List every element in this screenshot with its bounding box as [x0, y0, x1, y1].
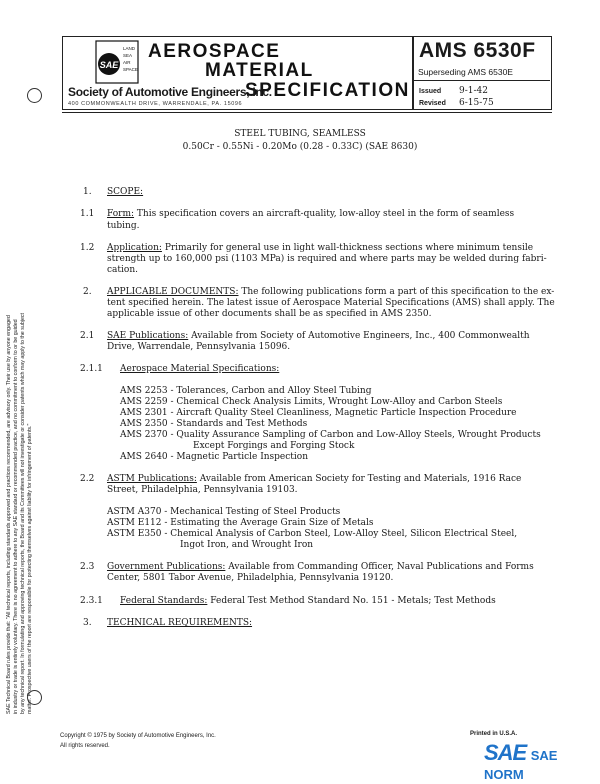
section-2-1-1-number: 2.1.1	[80, 364, 103, 374]
ams-item-5: AMS 2370 - Quality Assurance Sampling of Carbon and Low-Alloy Steels, Wrought Products	[120, 430, 541, 440]
copyright-text: Copyright © 1975 by Society of Automotive Engineers, Inc.	[60, 733, 216, 739]
section-2-3-text1: Available from Commanding Officer, Naval Publications and Forms	[228, 562, 534, 572]
section-2-heading: APPLICABLE DOCUMENTS:	[107, 287, 239, 297]
section-2-1-1-label: Aerospace Material Specifications:	[120, 364, 280, 374]
section-2-line2: tent specified herein. The latest issue of Aerospace Material Specifications (AMS) shall apply. The	[107, 298, 555, 308]
section-2-1-line1	[107, 331, 530, 343]
section-3-heading: TECHNICAL REQUIREMENTS:	[107, 618, 253, 628]
section-2-3-1-line	[120, 596, 496, 608]
logo-letters: SAE	[99, 60, 119, 70]
astm-item-1: ASTM A370 - Mechanical Testing of Steel Products	[107, 507, 341, 517]
issued-label: Issued	[419, 88, 442, 95]
section-2-2-number: 2.2	[80, 474, 95, 484]
astm-item-3: ASTM E350 - Chemical Analysis of Carbon Steel, Low-Alloy Steel, Silicon Electrical Steel,	[107, 529, 518, 539]
ams-number: AMS 6530F	[419, 39, 536, 62]
section-2-2-line1	[107, 474, 521, 486]
punch-hole-bottom	[27, 690, 42, 705]
ams-item-4: AMS 2350 - Standards and Test Methods	[120, 419, 308, 429]
section-2-3-line1	[107, 562, 534, 574]
superseding-note: Superseding AMS 6530E	[418, 67, 513, 77]
section-2-number: 2.	[83, 287, 92, 297]
section-2-1-text1: Available from Society of Automotive Engineers, Inc., 400 Commonwealth	[191, 331, 530, 341]
section-2-1-line2: Drive, Warrendale, Pennsylvania 15096.	[107, 342, 291, 352]
section-2-3-line2: Center, 5801 Tabor Avenue, Philadelphia, Pennsylvania 19120.	[107, 573, 394, 583]
side-line-3: by any technical report. In formulating and approving technical reports, the Board and its Committees will not investigate or consider patents which may apply to the subject	[20, 312, 26, 714]
section-2-text1: The following publications form a part of this specification to the ex-	[241, 287, 555, 297]
section-2-1-label: SAE Publications:	[107, 331, 189, 341]
section-1-1-label: Form:	[107, 209, 135, 219]
section-1-2-text1: Primarily for general use in light wall-thickness sections where minimum tensile	[164, 243, 534, 253]
section-1-2-number: 1.2	[80, 243, 95, 253]
section-1-2-label: Application:	[107, 243, 162, 253]
logo-word-1: LAND	[123, 46, 136, 51]
section-1-1-body	[107, 209, 527, 232]
printed-in: Printed in U.S.A.	[470, 731, 518, 737]
section-2-3-1-number: 2.3.1	[80, 596, 103, 606]
side-line-2: in industry or trade is entirely voluntary. There is no agreement to adhere to any SAE standard or recommended practice, and no commitment to conform to or be guided	[13, 319, 19, 714]
ams-item-3: AMS 2301 - Aircraft Quality Steel Cleanliness, Magnetic Particle Inspection Procedure	[120, 408, 517, 418]
section-1-2-line1	[107, 243, 533, 255]
document-subtitle: 0.50Cr - 0.55Ni - 0.20Mo (0.28 - 0.33C) (SAE 8630)	[182, 142, 418, 152]
section-2-1-number: 2.1	[80, 331, 95, 341]
section-1-2-line2: strength up to 160,000 psi (1103 MPa) is required and where parts may be welded during fabri-	[107, 254, 547, 264]
watermark-logo: SAE	[484, 740, 527, 765]
side-line-1: SAE Technical Board rules provide that: "All technical reports, including standards approved and practices recommended, are advisory only. Their use by anyone engaged	[6, 315, 12, 714]
document-title: STEEL TUBING, SEAMLESS	[234, 129, 366, 139]
sae-logo-icon	[95, 40, 139, 84]
title-aerospace: AEROSPACE	[148, 41, 281, 62]
ams-item-1: AMS 2253 - Tolerances, Carbon and Alloy Steel Tubing	[120, 386, 372, 396]
section-2-line1	[107, 287, 554, 299]
punch-hole-top	[27, 88, 42, 103]
society-address: 400 COMMONWEALTH DRIVE, WARRENDALE, PA. 15096	[68, 101, 243, 107]
section-1-heading: SCOPE:	[107, 187, 144, 197]
footer-copyright-block	[60, 731, 216, 751]
section-1-2-line3: cation.	[107, 265, 138, 275]
logo-word-3: AIR	[123, 60, 131, 65]
section-2-2-text1: Available from American Society for Testing and Materials, 1916 Race	[199, 474, 522, 484]
ams-item-6: AMS 2640 - Magnetic Particle Inspection	[120, 452, 308, 462]
section-2-3-number: 2.3	[80, 562, 95, 572]
side-line-4: matter. Prospective users of the report are responsible for protecting themselves against liability for infringement of patents."	[27, 423, 33, 714]
section-2-2-line2: Street, Philadelphia, Pennsylvania 19103.	[107, 485, 298, 495]
section-1-number: 1.	[83, 187, 92, 197]
header-subrule	[414, 80, 550, 81]
header-divider	[412, 36, 414, 110]
watermark-text: SAE NORM	[484, 748, 558, 782]
sae-norm-watermark	[484, 740, 600, 784]
issued-date: 9-1-42	[459, 86, 488, 96]
side-disclaimer	[0, 0, 80, 774]
section-3-number: 3.	[83, 618, 92, 628]
section-2-3-1-label: Federal Standards:	[120, 596, 208, 606]
logo-word-2: SEA	[123, 53, 133, 58]
ams-item-5-cont: Except Forgings and Forging Stock	[193, 441, 355, 451]
section-2-2-label: ASTM Publications:	[107, 474, 197, 484]
revised-label: Revised	[419, 100, 446, 107]
section-1-1-number: 1.1	[80, 209, 95, 219]
ams-item-2: AMS 2259 - Chemical Check Analysis Limits, Wrought Low-Alloy and Carbon Steels	[120, 397, 503, 407]
section-2-line3: applicable issue of other documents shall be as specified in AMS 2350.	[107, 309, 432, 319]
astm-item-2: ASTM E112 - Estimating the Average Grain Size of Metals	[107, 518, 374, 528]
title-material: MATERIAL	[205, 60, 314, 81]
section-2-3-1-text: Federal Test Method Standard No. 151 - Metals; Test Methods	[210, 596, 496, 606]
society-name: Society of Automotive Engineers, Inc.	[68, 85, 272, 99]
header-bottom-rule	[62, 112, 552, 113]
rights-text: All rights reserved.	[60, 743, 110, 749]
logo-word-4: SPACE	[123, 67, 138, 72]
astm-item-3-cont: Ingot Iron, and Wrought Iron	[180, 540, 314, 550]
title-specification: SPECIFICATION	[245, 80, 410, 101]
section-1-1-text: This specification covers an aircraft-quality, low-alloy steel in the form of seamless tubing.	[107, 209, 515, 231]
revised-date: 6-15-75	[459, 98, 494, 108]
section-2-3-label: Government Publications:	[107, 562, 226, 572]
